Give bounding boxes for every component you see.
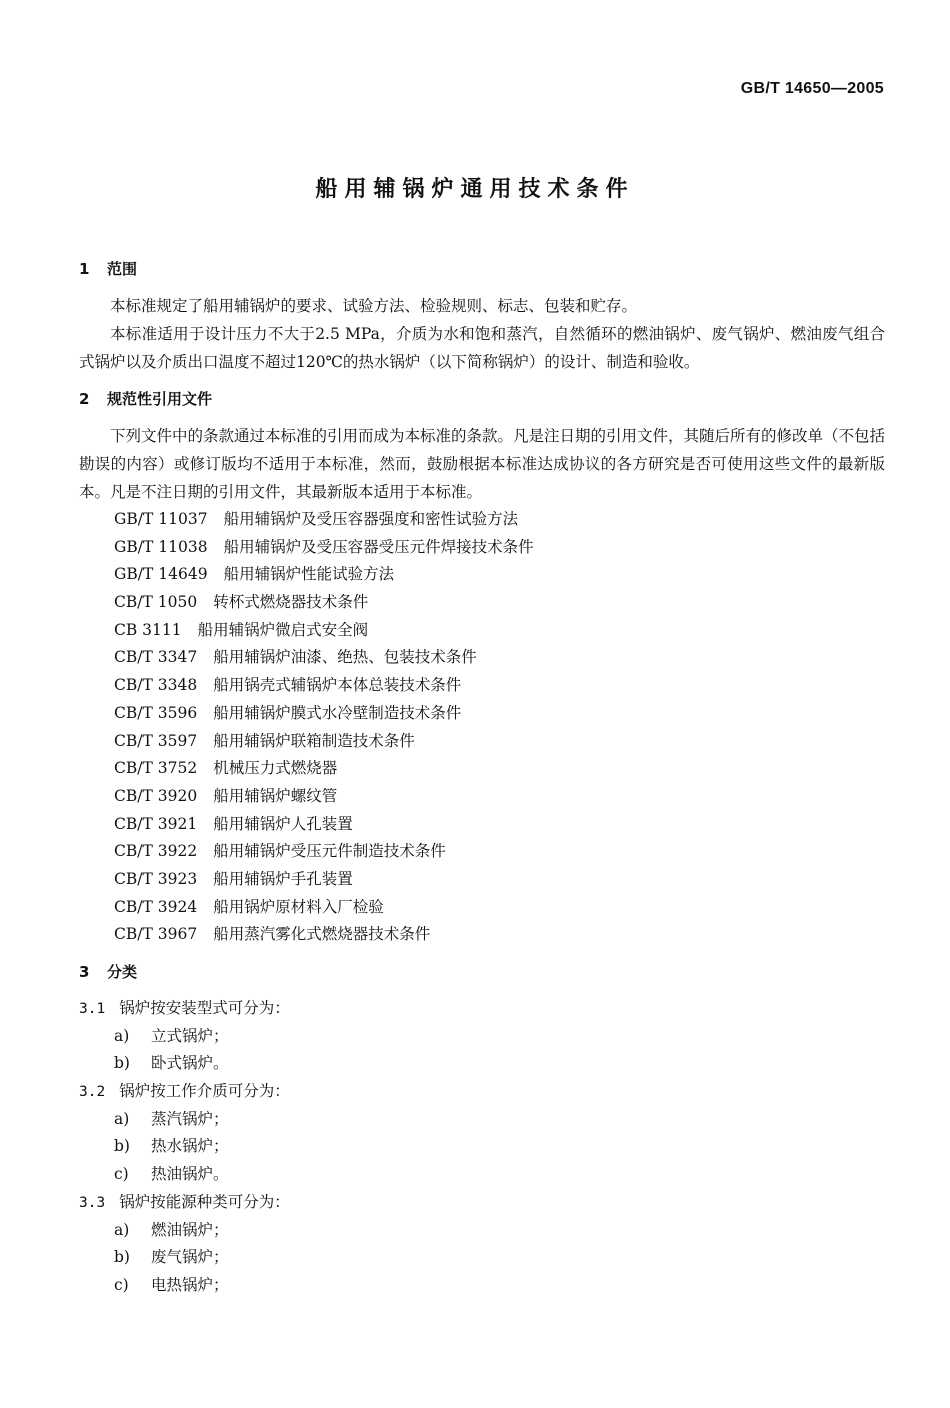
- reference-title: 船用辅锅炉人孔装置: [213, 814, 353, 833]
- clause-number: 3.2: [79, 1084, 106, 1101]
- reference-code: GB/T 14649: [114, 565, 208, 584]
- reference-title: 船用辅锅炉联箱制造技术条件: [213, 731, 415, 750]
- reference-item: [79, 672, 885, 700]
- section-title: 范围: [107, 260, 138, 278]
- reference-item: [79, 728, 885, 756]
- reference-code: CB/T 3924: [114, 897, 198, 916]
- clause-text: 锅炉按安装型式可分为：: [119, 999, 290, 1017]
- reference-code: GB/T 11037: [114, 510, 208, 528]
- reference-item: [79, 617, 885, 645]
- reference-item: [79, 783, 885, 811]
- standard-code: GB/T 14650—2005: [740, 80, 884, 97]
- clause-3-2: [79, 1078, 885, 1106]
- reference-item: [79, 921, 885, 949]
- reference-code: CB/T 3752: [114, 759, 198, 778]
- section-title: 分类: [107, 963, 138, 981]
- reference-code: CB/T 1050: [114, 593, 198, 612]
- reference-title: 机械压力式燃烧器: [213, 759, 338, 778]
- item-text: 燃油锅炉；: [151, 1220, 229, 1239]
- item-text: 立式锅炉；: [151, 1026, 229, 1045]
- clause-3-3: [79, 1189, 885, 1217]
- reference-item: [79, 866, 885, 894]
- reference-item: [79, 589, 885, 617]
- item-text: 卧式锅炉。: [151, 1054, 229, 1073]
- section-number: 3: [79, 963, 90, 981]
- section-3-heading: [79, 961, 885, 983]
- reference-title: 船用辅锅炉膜式水冷壁制造技术条件: [213, 703, 462, 722]
- reference-title: 船用辅锅炉微启式安全阀: [197, 620, 369, 639]
- clause-text: 锅炉按工作介质可分为：: [119, 1082, 290, 1101]
- section-2-heading: [79, 388, 885, 410]
- document-title: 船用辅锅炉通用技术条件: [315, 177, 635, 202]
- item-text: 热水锅炉；: [151, 1137, 229, 1156]
- document-body: [79, 258, 885, 1300]
- item-label: c): [114, 1165, 129, 1184]
- section-title: 规范性引用文件: [107, 390, 213, 408]
- reference-item: [79, 811, 885, 839]
- section-1-heading: [79, 258, 885, 280]
- reference-title: 船用辅锅炉及受压容器强度和密性试验方法: [223, 510, 519, 528]
- reference-title: 船用锅炉原材料入厂检验: [213, 897, 384, 916]
- list-item: [79, 1244, 885, 1272]
- clause-number: 3.1: [79, 1001, 106, 1017]
- item-text: 蒸汽锅炉；: [151, 1109, 229, 1128]
- reference-code: CB/T 3922: [114, 842, 198, 861]
- section-number: 2: [79, 390, 90, 408]
- reference-code: GB/T 11038: [114, 537, 208, 556]
- reference-item: [79, 644, 885, 672]
- clause-number: 3.3: [79, 1194, 106, 1211]
- reference-code: CB/T 3596: [114, 703, 198, 722]
- reference-code: CB/T 3920: [114, 786, 198, 805]
- section-number: 1: [79, 260, 90, 278]
- item-label: c): [114, 1275, 129, 1294]
- scope-paragraph-1: 本标准规定了船用辅锅炉的要求、试验方法、检验规则、标志、包装和贮存。: [110, 297, 638, 315]
- item-text: 热油锅炉。: [151, 1165, 229, 1184]
- reference-title: 船用辅锅炉手孔装置: [213, 869, 353, 888]
- reference-item: [79, 506, 885, 534]
- reference-item: [79, 534, 885, 562]
- reference-code: CB/T 3347: [114, 648, 198, 667]
- item-label: a): [114, 1026, 130, 1045]
- reference-item: [79, 838, 885, 866]
- reference-item: [79, 755, 885, 783]
- list-item: [79, 1106, 885, 1134]
- item-label: a): [114, 1220, 130, 1239]
- reference-list: [79, 506, 885, 949]
- list-item: [79, 1217, 885, 1245]
- reference-title: 船用锅壳式辅锅炉本体总装技术条件: [213, 676, 462, 695]
- reference-code: CB/T 3921: [114, 814, 198, 833]
- clause-text: 锅炉按能源种类可分为：: [119, 1192, 290, 1211]
- reference-title: 船用辅锅炉受压元件制造技术条件: [213, 842, 446, 861]
- item-text: 废气锅炉；: [151, 1248, 229, 1267]
- normative-references-intro: 下列文件中的条款通过本标准的引用而成为本标准的条款。凡是注日期的引用文件，其随后所有的修改单（不包括勘误的内容）或修订版均不适用于本标准，然而，鼓励根据本标准达成协议的各方研究是否可使用这些文件的最新版本。凡是不注日期的引用文件，其最新版本适用于本标准。: [79, 427, 886, 501]
- clause-3-1: [79, 995, 885, 1023]
- reference-code: CB/T 3348: [114, 676, 198, 695]
- list-item: [79, 1161, 885, 1189]
- item-label: b): [114, 1137, 130, 1156]
- reference-item: [79, 700, 885, 728]
- reference-title: 船用辅锅炉及受压容器受压元件焊接技术条件: [223, 537, 534, 556]
- reference-title: 船用辅锅炉螺纹管: [213, 786, 338, 805]
- reference-code: CB/T 3597: [114, 731, 198, 750]
- item-label: b): [114, 1054, 130, 1073]
- item-label: b): [114, 1248, 130, 1267]
- reference-code: CB/T 3967: [114, 925, 198, 944]
- list-item: [79, 1050, 885, 1078]
- scope-paragraph-2: 本标准适用于设计压力不大于2.5 MPa，介质为水和饱和蒸汽，自然循环的燃油锅炉、废气锅炉、燃油废气组合式锅炉以及介质出口温度不超过120℃的热水锅炉（以下简称锅炉）的设计、制造和验收。: [79, 325, 885, 371]
- item-text: 电热锅炉；: [151, 1275, 229, 1294]
- list-item: [79, 1023, 885, 1051]
- reference-item: [79, 561, 885, 589]
- item-label: a): [114, 1109, 130, 1128]
- reference-title: 船用辅锅炉性能试验方法: [223, 565, 395, 584]
- reference-code: CB/T 3923: [114, 869, 198, 888]
- reference-item: [79, 894, 885, 922]
- list-item: [79, 1272, 885, 1300]
- reference-title: 船用蒸汽雾化式燃烧器技术条件: [213, 925, 431, 944]
- reference-title: 船用辅锅炉油漆、绝热、包装技术条件: [213, 648, 477, 667]
- reference-code: CB 3111: [114, 620, 182, 639]
- list-item: [79, 1133, 885, 1161]
- reference-title: 转杯式燃烧器技术条件: [213, 593, 369, 612]
